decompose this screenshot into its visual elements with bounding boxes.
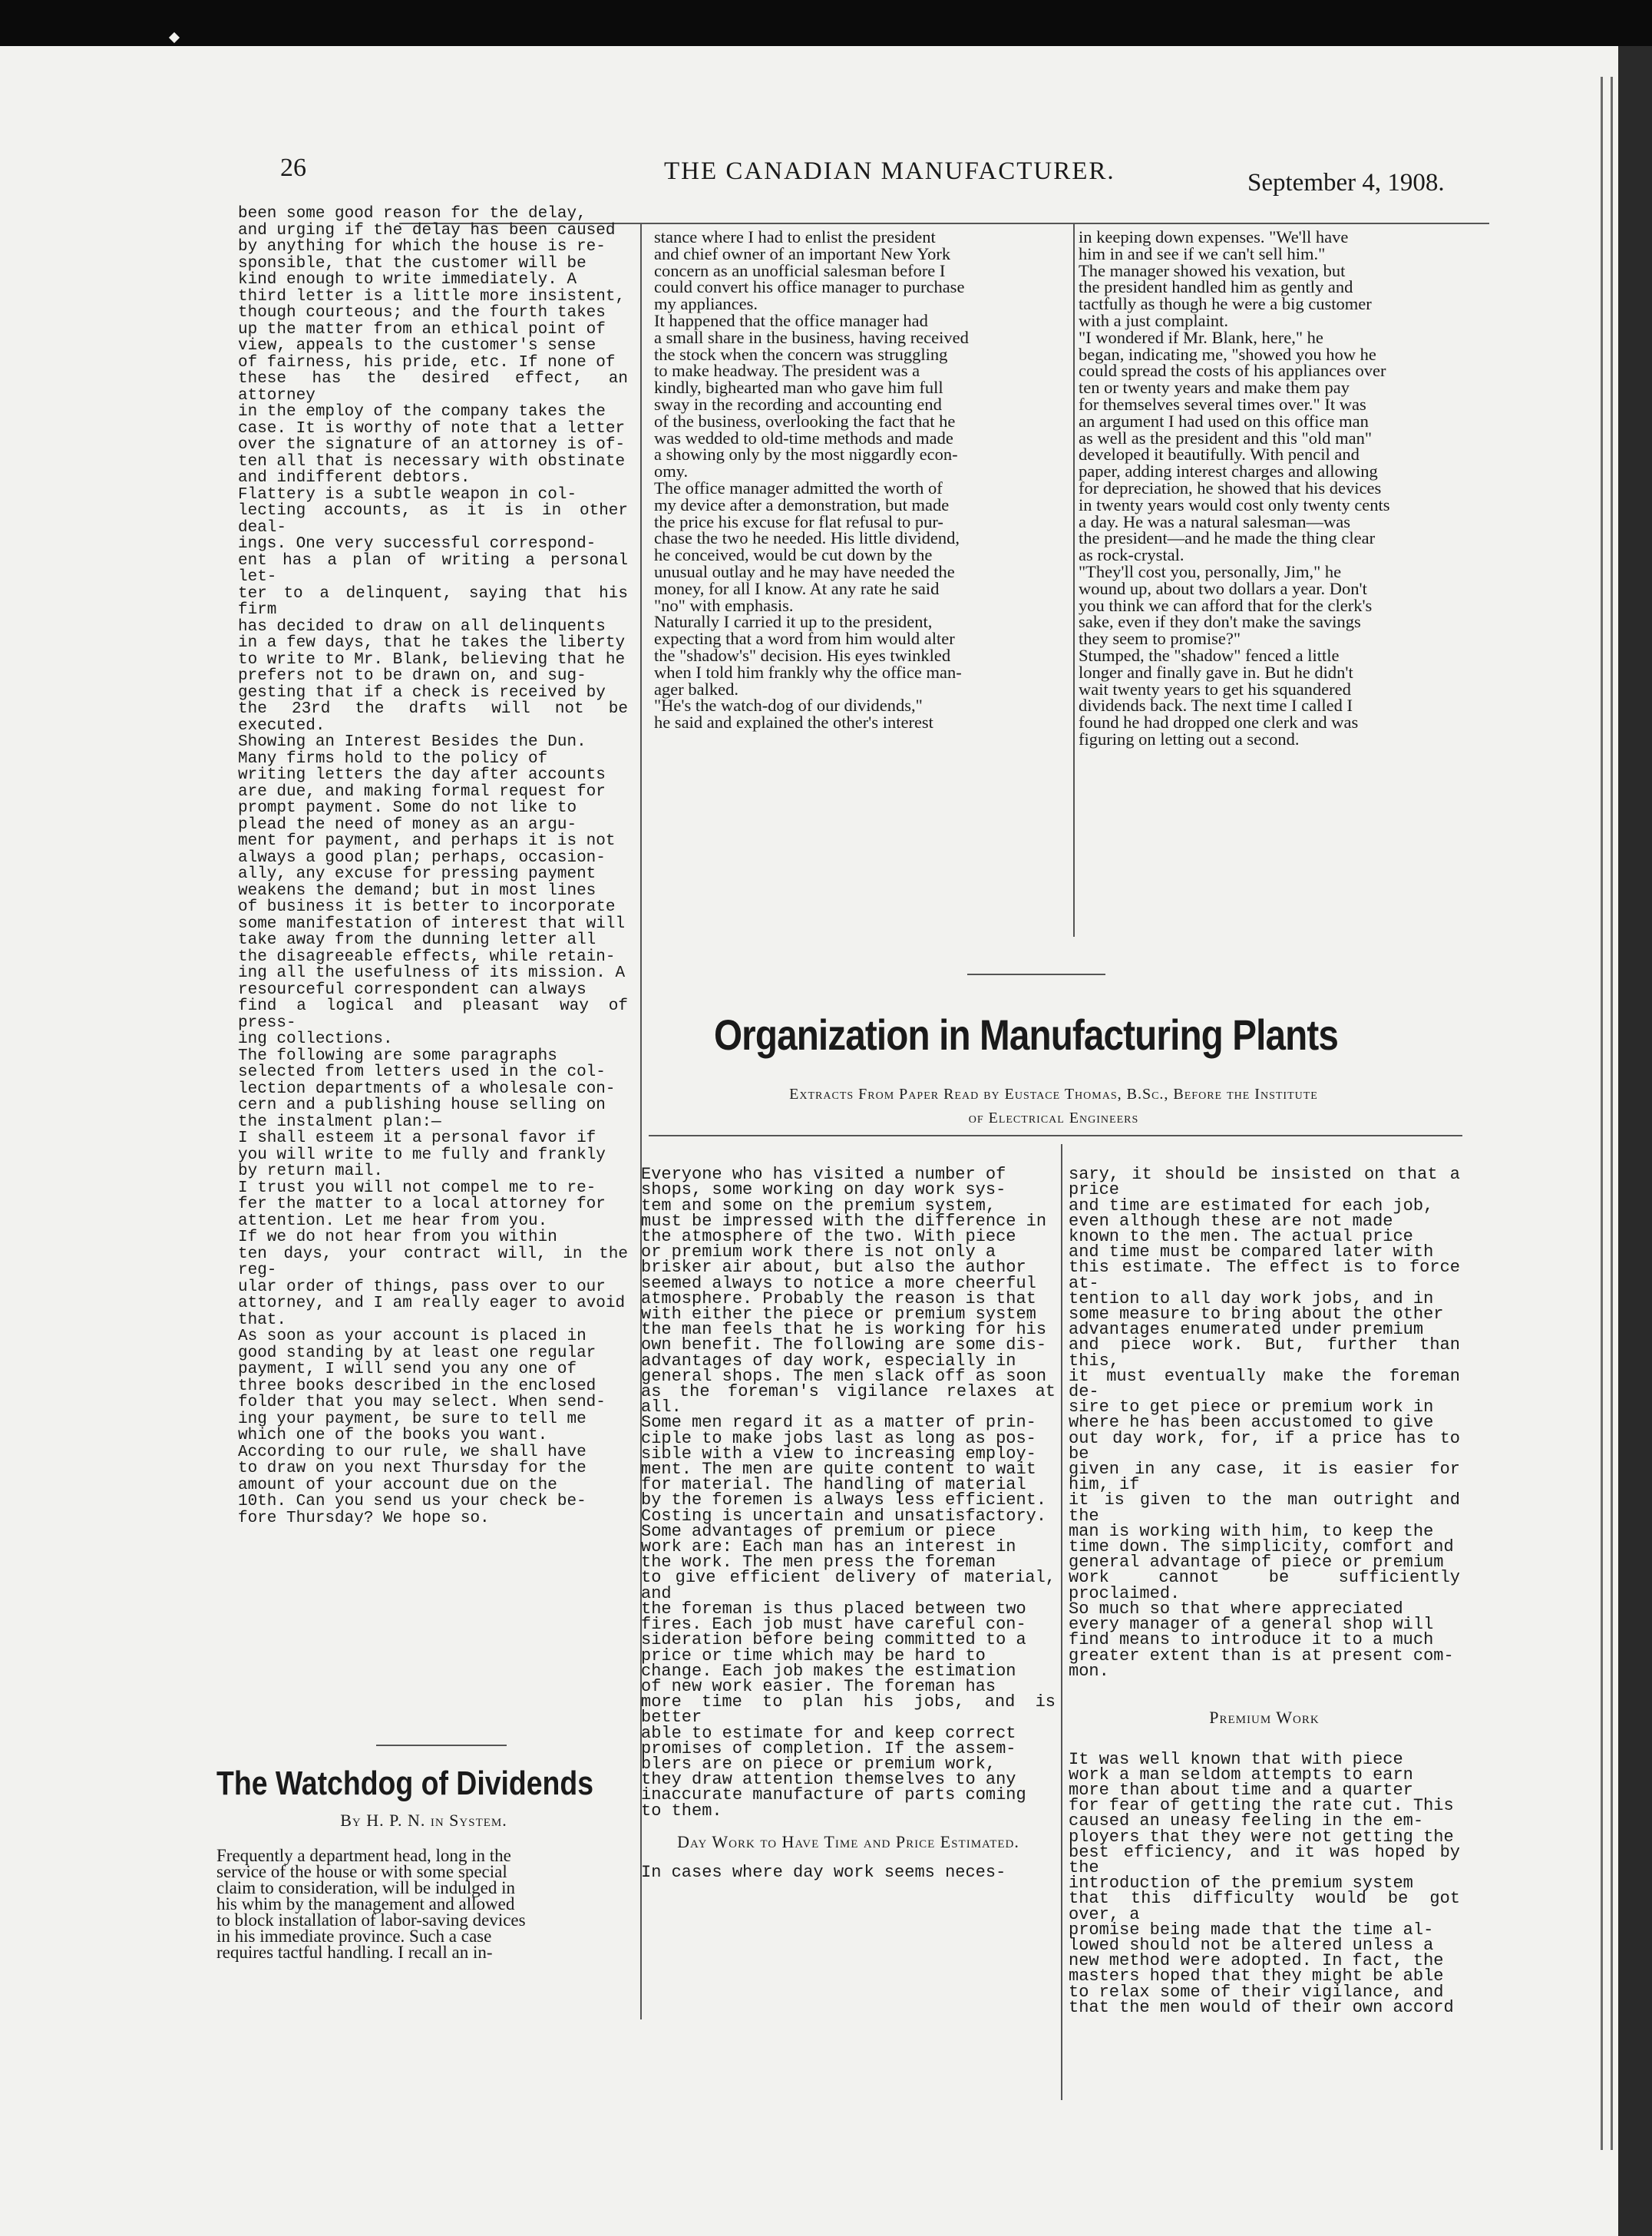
section-rule (376, 1745, 507, 1746)
column-divider (1073, 223, 1075, 937)
organization-right-text: sary, it should be insisted on that a price and time are estimated for each job, even although these are not made known to the men. The actual price and time must be compared later with this estimate. The effect is to force at- tention to all day work jobs, and in some measure to bring about the other advantages enumerated under premium and piece work. But, further than this, it must eventually make the foreman de- sire to get piece or premium work in where he has been accustomed to give out day work, for, if a price has to be given in any case, it is easier for him, if it is given to the man outright and the man is working with him, to keep the time down. The simplicity, comfort and general advantage of piece or premium work cannot be sufficiently proclaimed. So much so that where appreciated every manager of a general shop will find means to introduce it to a much greater extent than is at present com- mon. (1069, 1165, 1460, 1681)
organization-right-end-text: It was well known that with piece work a man seldom attempts to earn more than about time and a quarter for fear of getting the rate cut. This caused an uneasy feeling in the em- ployers that they were not getting the best efficiency, and it was hoped by the introduction of the premium system that this difficulty would be got over, a promise being made that the time al- lowed should not be altered unless a new method were adopted. In fact, the masters hoped that they might be able to relax some of their vigilance, and that the men would of their own accord (1069, 1749, 1460, 2017)
organization-left-text: Everyone who has visited a number of shops, some working on day work sys- tem and some on the premium system, must be impressed with the difference in the atmosphere of the two. With piece or premium work there is not only a brisker air about, but also the author seemed always to notice a more cheerful atmosphere. Probably the reason is that with either the piece or premium system the man feels that he is working for his own benefit. The following are some dis- advantages of day work, especially in general shops. The men slack off as soon as the foreman's vigilance relaxes at all. Some men regard it as a matter of prin- ciple to make jobs last as long as pos- sible with a view to increasing employ- ment. The men are quite content to wait for material. The handling of material by the foremen is always less efficient. Costing is uncertain and unsatisfactory. Some advantages of premium or piece work are: Each man has an interest in the work. The men press the foreman to give efficient delivery of material, and the foreman is thus placed between two fires. Each job must have careful con- sideration before being committed to a price or time which may be hard to change. Each job makes the estimation of new work easier. The foreman has more time to plan his jobs, and is better able to estimate for and keep correct promises of completion. If the assem- blers are on piece or premium work, they draw attention themselves to any inaccurate manufacture of parts coming to them. (641, 1165, 1056, 1821)
article-subtitle (649, 1083, 1459, 1130)
organization-left-end-text: In cases where day work seems neces- (641, 1863, 1006, 1883)
article-subtitle-line-2: of Electrical Engineers (968, 1110, 1139, 1126)
section-rule (967, 974, 1105, 975)
article-subtitle-line-1: Extracts From Paper Read by Eustace Thomas, B.Sc., Before the Institute (789, 1086, 1318, 1103)
subheading-premium-work: Premium Work (1209, 1708, 1320, 1728)
watchdog-text: Frequently a department head, long in the service of the house or with some special claim to consideration, will be indulged in his whim by the management and allowed to block installation of labor-saving devices in his immediate province. Such a case requires tactful handling. I recall an in- (216, 1846, 526, 1962)
article-byline: By H. P. N. in System. (340, 1811, 507, 1830)
article-rule (649, 1135, 1462, 1136)
column-3-text: in keeping down expenses. "We'll have him in and see if we can't sell him." The manager showed his vexation, but the president handled him as gently and tactfully as though he were a big customer with a just complaint. "I wondered if Mr. Blank, here," he began, indicating me, "showed you how he could spread the costs of his appliances over ten or twenty years and make them pay for themselves several times over." It was an argument I had used on this office man as well as the president and this "old man" developed it beautifully. With pencil and paper, adding interest charges and allowing for depreciation, he showed that his devices in twenty years would cost only twenty cents a day. He was a natural salesman—was the president—and he made the thing clear as rock-crystal. "They'll cost you, personally, Jim," he wound up, about two dollars a year. Don't you think we can afford that for the clerk's sake, even if they don't make the savings they seem to promise?" Stumped, the "shadow" fenced a little longer and finally gave in. But he didn't wait twenty years to get his squandered dividends back. The next time I called I found he had dropped one clerk and was figuring on letting out a second. (1079, 227, 1390, 749)
subheading-day-work: Day Work to Have Time and Price Estimated. (677, 1831, 1019, 1851)
organization-column-left (641, 1152, 1056, 1897)
column-2-text: stance where I had to enlist the president and chief owner of an important New York concern as an unofficial salesman before I could convert his office manager to purchase my appliances. It happened that the office manager had a small share in the business, having received the stock when the concern was struggling to make headway. The president was a kindly, bighearted man who gave him full sway in the recording and accounting end of the business, overlooking the fact that he was wedded to old-time methods and made a showing only by the most niggardly econ- omy. The office manager admitted the worth of my device after a demonstration, but made the price his excuse for flat refusal to pur- chase the two he needed. His little dividend, he conceived, would be cut down by the unusual outlay and he may have needed the money, for all I know. At any rate he said "no" with emphasis. Naturally I carried it up to the president, expecting that a word from him would alter the "shadow's" decision. His eyes twinkled when I told him frankly why the office man- ager balked. "He's the watch-dog of our dividends," he said and explained the other's interest (654, 227, 969, 733)
page-number: 26 (280, 154, 306, 182)
organization-column-right (1069, 1152, 1460, 2031)
scan-gutter (1618, 46, 1652, 2236)
binding-line (1611, 77, 1613, 2150)
article-title-watchdog: The Watchdog of Dividends (216, 1765, 594, 1802)
page-header (261, 154, 1489, 200)
column-1-text: been some good reason for the delay, and urging if the delay has been caused by anything for which the house is re- sponsible, that the customer will be kind enough to write immediately. A third letter is a little more insistent, though courteous; and the fourth takes up the matter from an ethical point of view, appeals to the customer's sense of fairness, his pride, etc. If none of these has the desired effect, an attorney in the employ of the company takes the case. It is worthy of note that a letter over the signature of an attorney is of- ten all that is necessary with obstinate and indifferent debtors. Flattery is a subtle weapon in col- lecting accounts, as it is in other deal- ings. One very successful correspond- ent has a plan of writing a personal let- ter to a delinquent, saying that his firm has decided to draw on all delinquents in a few days, that he takes the liberty to write to Mr. Blank, believing that he prefers not to be drawn on, and sug- gesting that if a check is received by the 23rd the drafts will not be executed. Showing an Interest Besides the Dun. Many firms hold to the policy of writing letters the day after accounts are due, and making formal request for prompt payment. Some do not like to plead the need of money as an argu- ment for payment, and perhaps it is not always a good plan; perhaps, occasion- ally, any excuse for pressing payment weakens the demand; but in most lines of business it is better to incorporate some manifestation of interest that will take away from the dunning letter all the disagreeable effects, while retain- ing all the usefulness of its mission. A resourceful correspondent can always find a logical and pleasant way of press- ing collections. The following are some paragraphs selected from letters used in the col- lection departments of a wholesale con- cern and a publishing house selling on the instalment plan:— I shall esteem it a personal favor if you will write to me fully and frankly by return mail. I trust you will not compel me to re- fer the matter to a local attorney for attention. Let me hear from you. If we do not hear from you within ten days, your contract will, in the reg- ular order of things, pass over to our attorney, and I am really eager to avoid that. As soon as your account is placed in good standing by at least one regular payment, I will send you any one of three books described in the enclosed folder that you may select. When send- ing your payment, be sure to tell me which one of the books you want. According to our rule, we shall have to draw on you next Thursday for the amount of your account due on the 10th. Can you send us your check be- fore Thursday? We hope so. (238, 205, 628, 1527)
article-title-organization: Organization in Manufacturing Plants (714, 1011, 1339, 1059)
column-divider (1061, 1144, 1062, 2100)
issue-date: September 4, 1908. (1247, 169, 1445, 197)
publication-title: THE CANADIAN MANUFACTURER. (664, 157, 1115, 185)
scan-mark (169, 32, 180, 43)
binding-line (1601, 77, 1603, 2150)
